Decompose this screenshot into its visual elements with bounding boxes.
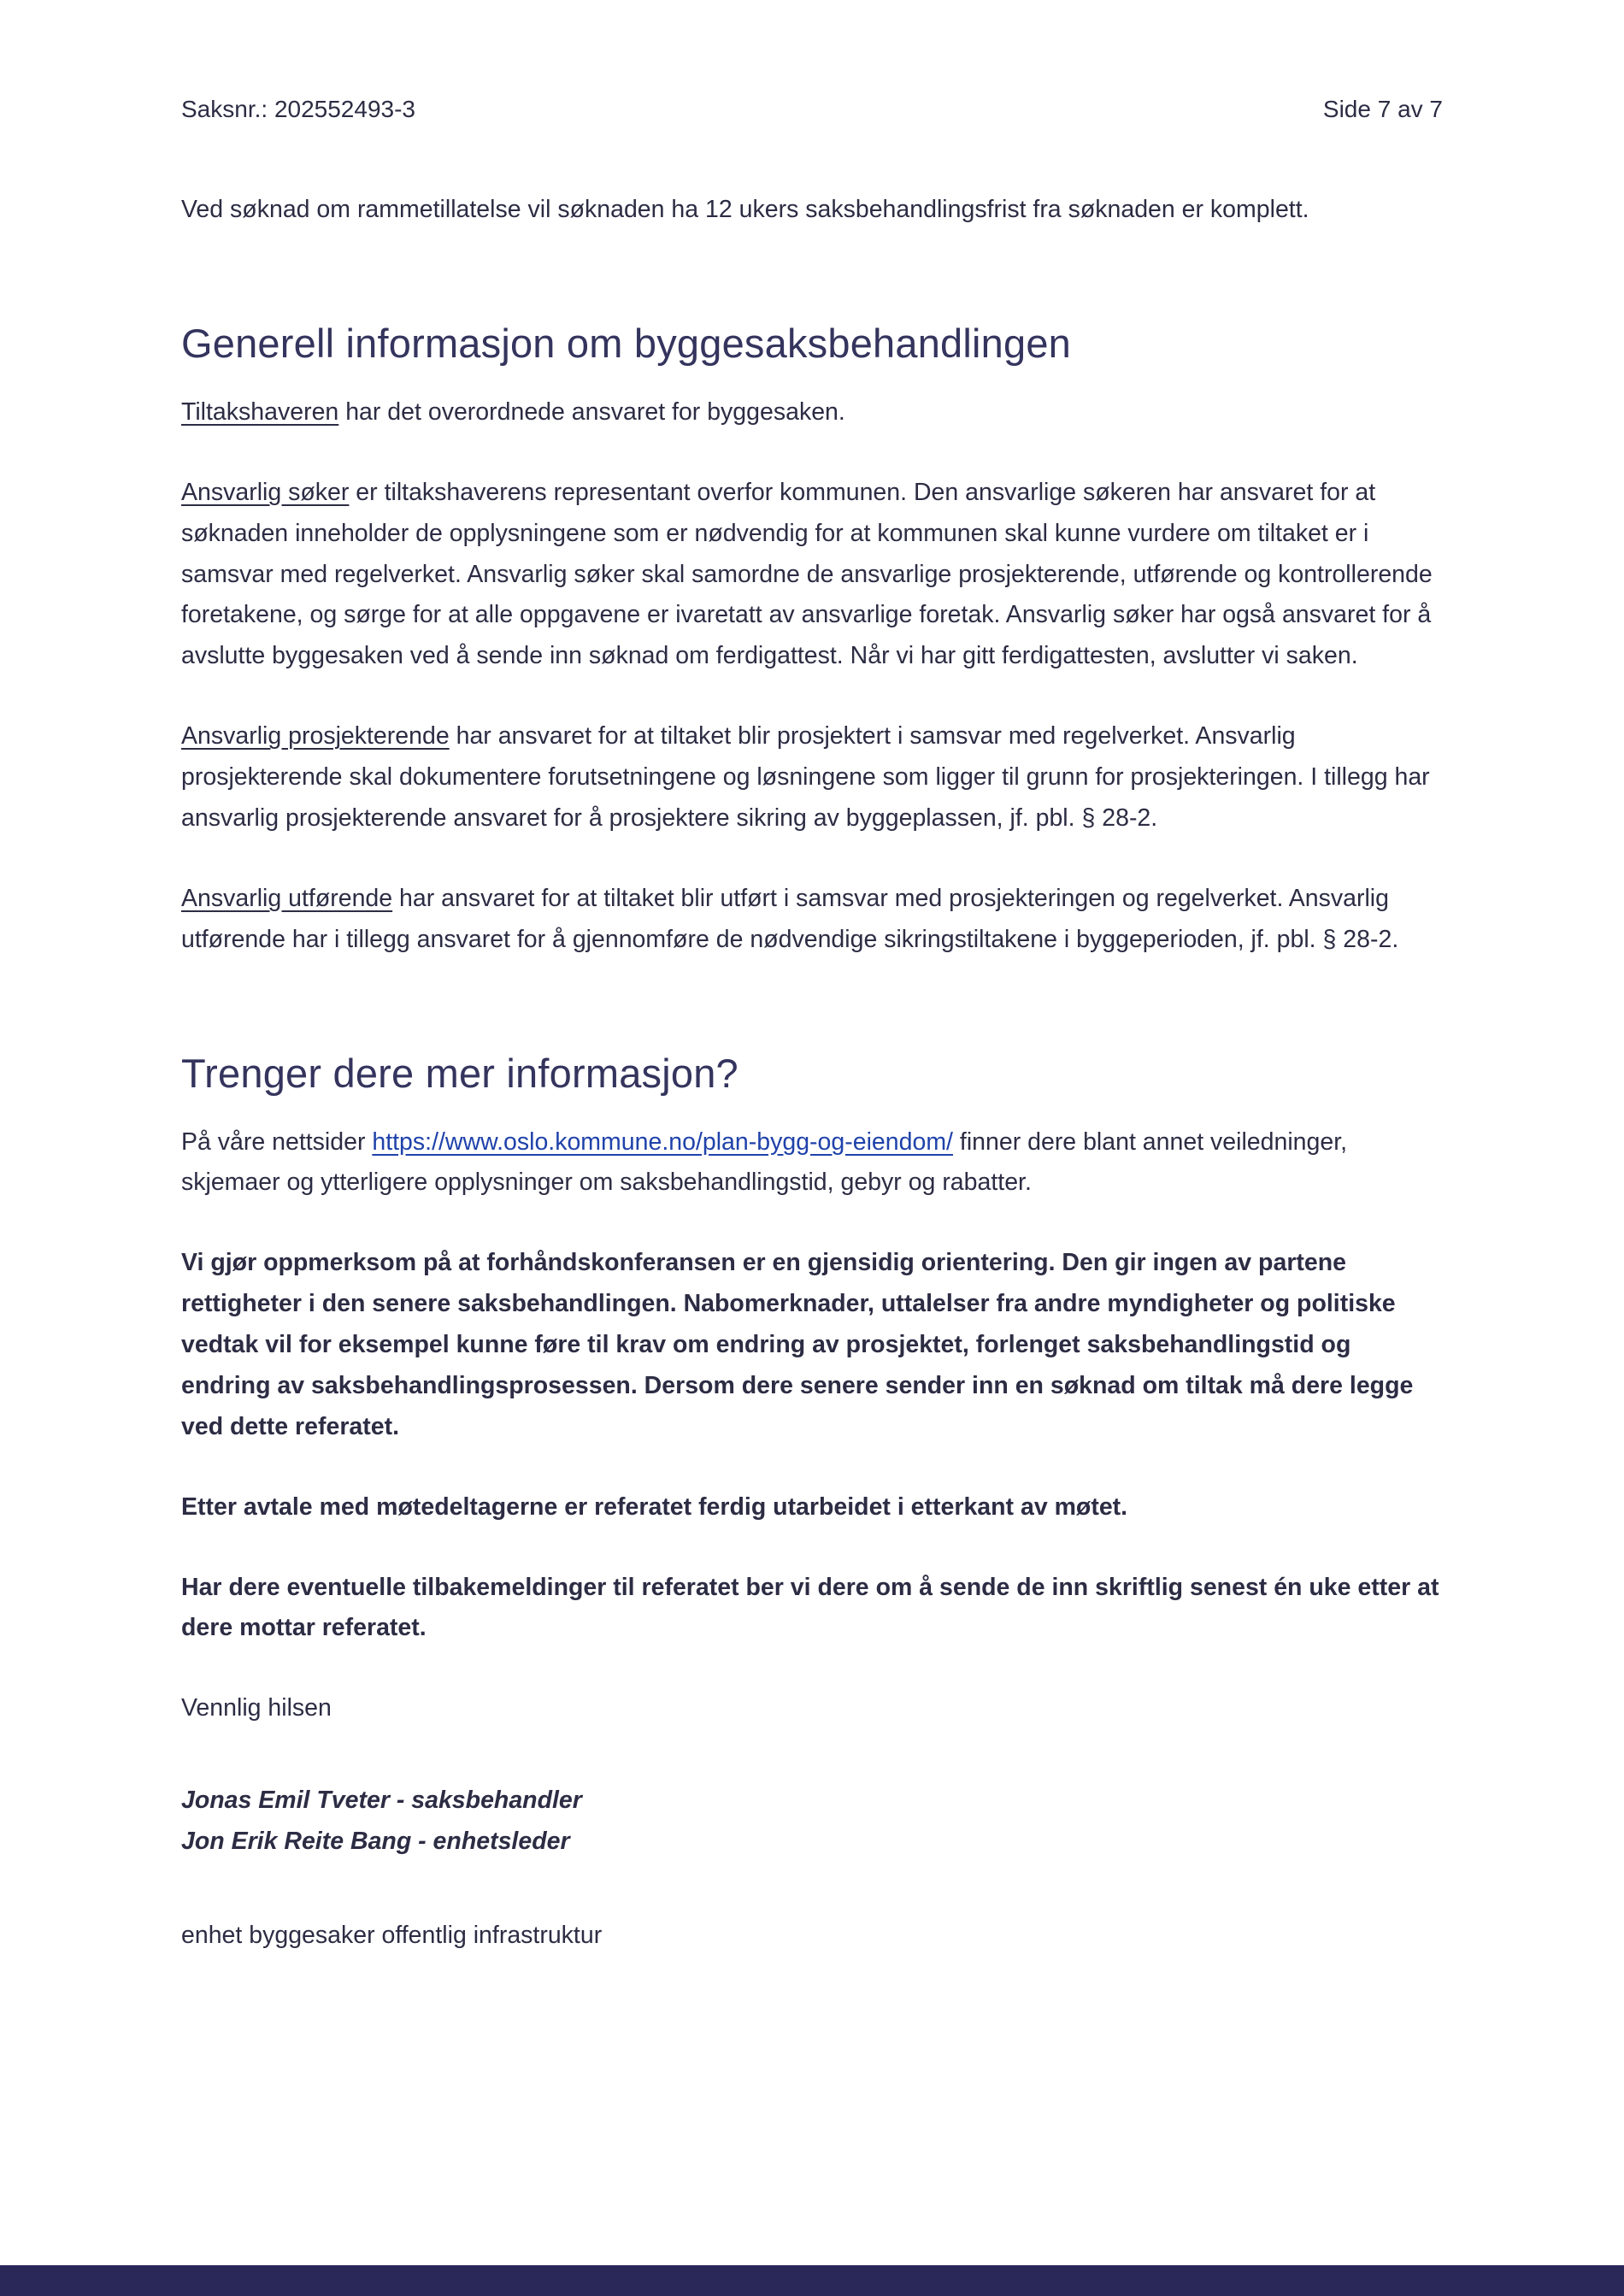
paragraph-tiltakshaver <box>181 392 1443 433</box>
section-heading-more-info: Trenger dere mer informasjon? <box>181 1050 738 1096</box>
paragraph-ansvarlig-prosjekterende <box>181 716 1443 839</box>
oslo-kommune-link[interactable]: https://www.oslo.kommune.no/plan-bygg-og-eiendom/ <box>372 1127 953 1156</box>
signature-saksbehandler: Jonas Emil Tveter - saksbehandler <box>181 1787 582 1815</box>
document-header <box>181 96 1443 123</box>
paragraph-nettsider <box>181 1122 1443 1204</box>
intro-paragraph: Ved søknad om rammetillatelse vil søknaden ha 12 ukers saksbehandlingsfrist fra søknaden er komplett. <box>181 196 1309 223</box>
signature-enhetsleder: Jon Erik Reite Bang - enhetsleder <box>181 1828 570 1855</box>
footer-bar <box>0 2265 1624 2296</box>
case-number: Saksnr.: 202552493-3 <box>181 96 415 122</box>
paragraph-referat-avtale: Etter avtale med møtedeltagerne er referatet ferdig utarbeidet i etterkant av møtet. <box>181 1492 1128 1521</box>
salutation: Vennlig hilsen <box>181 1694 332 1722</box>
term-ansvarlig-prosjekterende: Ansvarlig prosjekterende <box>181 722 450 751</box>
department-name: enhet byggesaker offentlig infrastruktur <box>181 1921 603 1949</box>
term-tiltakshaveren: Tiltakshaveren <box>181 397 339 426</box>
signature-block <box>181 1781 1443 1863</box>
paragraph-text: finner dere blant annet veiledninger, skjemaer og ytterligere opplysninger om saksbehandlingstid, gebyr og rabatter. <box>181 1127 1348 1197</box>
term-ansvarlig-soker: Ansvarlig søker <box>181 478 350 506</box>
page-indicator: Side 7 av 7 <box>1322 96 1443 122</box>
paragraph-forhandskonferanse-notice: Vi gjør oppmerksom på at forhåndskonferansen er en gjensidig orientering. Den gir ingen av partene rettigheter i den senere saksbehandlingen. Nabomerknader, uttalelser fra andre myndigheter og politiske vedtak vil for eksempel kunne føre til krav om endring av prosjektet, forlenget saksbehandlingstid og endring av saksbehandlingsprosessen. Dersom dere senere sender inn en søknad om tiltak må dere legge ved dette referatet. <box>181 1249 1414 1440</box>
paragraph-text: har det overordnede ansvaret for byggesaken. <box>338 397 845 426</box>
section-heading-general-info: Generell informasjon om byggesaksbehandlingen <box>181 320 1072 366</box>
paragraph-text: har ansvaret for at tiltaket blir utført i samsvar med prosjekteringen og regelverket. Ansvarlig utførende har i tillegg ansvaret for å gjennomføre de nødvendige sikringstiltakene i byggeperioden, jf. pbl. § 28-2. <box>181 884 1399 953</box>
term-ansvarlig-utforende: Ansvarlig utførende <box>181 884 393 912</box>
paragraph-text: har ansvaret for at tiltaket blir prosjektert i samsvar med regelverket. Ansvarlig prosjekterende skal dokumentere forutsetningene og løsningene som ligger til grunn for prosjekteringen. I tillegg har ansvarlig prosjekterende ansvaret for å prosjektere sikring av byggeplassen, jf. pbl. § 28-2. <box>181 722 1430 832</box>
paragraph-text: På våre nettsider <box>181 1127 373 1156</box>
paragraph-ansvarlig-utforende <box>181 879 1443 961</box>
paragraph-tilbakemeldinger: Har dere eventuelle tilbakemeldinger til referatet ber vi dere om å sende de inn skriftlig senest én uke etter at dere mottar referatet. <box>181 1573 1439 1642</box>
paragraph-ansvarlig-soker <box>181 473 1443 677</box>
paragraph-text: er tiltakshaverens representant overfor kommunen. Den ansvarlige søkeren har ansvaret for at søknaden inneholder de opplysningene som er nødvendig for at kommunen skal kunne vurdere om tiltaket er i samsvar med regelverket. Ansvarlig søker skal samordne de ansvarlige prosjekterende, utførende og kontrollerende foretakene, og sørge for at alle oppgavene er ivaretatt av ansvarlige foretak. Ansvarlig søker har også ansvaret for å avslutte byggesaken ved å sende inn søknad om ferdigattest. Når vi har gitt ferdigattesten, avslutter vi saken. <box>181 478 1433 670</box>
